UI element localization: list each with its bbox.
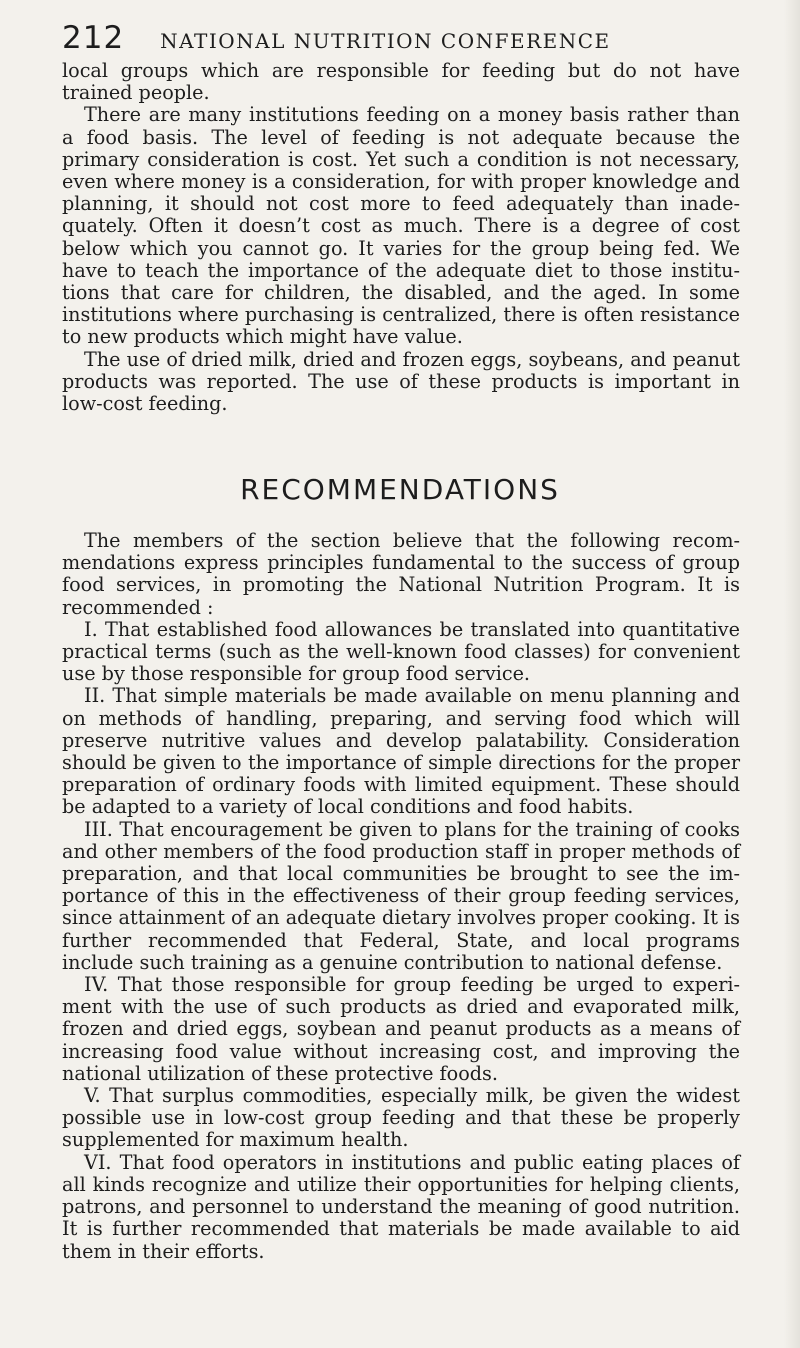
recommendation-item: IV. That those responsible for group feeding be urged to experi-ment with the use of such products as dried and evaporated milk, frozen and dried eggs, soybean and peanut products as a means of increasing food value without increasing cost, and improving the national utilization of these protective foods.	[62, 973, 740, 1085]
running-title: NATIONAL NUTRITION CONFERENCE	[160, 29, 611, 53]
page-edge-shadow	[784, 0, 800, 1348]
recommendations-lead: The members of the section believe that the following recom-mendations express principles fundamental to the success of group food services, in promoting the National Nutrition Program. It is recommended :	[62, 529, 740, 619]
recommendation-item: V. That surplus commodities, especially milk, be given the widest possible use in low-cost group feeding and that these be properly supplemented for maximum health.	[62, 1084, 740, 1152]
recommendation-item: I. That established food allowances be translated into quantitative practical terms (such as the well-known food classes) for convenient use by those responsible for group food service.	[62, 617, 740, 686]
section-heading: RECOMMENDATIONS	[240, 473, 560, 506]
intro-text	[62, 60, 740, 415]
page-number: 212	[62, 20, 125, 56]
running-header	[62, 20, 738, 60]
paragraph-continuation: local groups which are responsible for feeding but do not have trained people.	[62, 59, 740, 105]
recommendation-item: III. That encouragement be given to plans for the training of cooks and other members of the food production staff in proper methods of preparation, and that local communities be brought to see the im-portance of this in the effectiveness of their group feeding services, since attainment of an adequate dietary involves proper cooking. It is further recommended that Federal, State, and local programs include such training as a genuine contribution to national defense.	[62, 817, 740, 974]
recommendation-item: II. That simple materials be made available on menu planning and on methods of handling, preparing, and serving food which will preserve nutritive values and develop palatability. Consideration should be given to the importance of simple directions for the proper preparation of ordinary foods with limited equipment. These should be adapted to a variety of local conditions and food habits.	[62, 684, 740, 819]
paragraph-institutions: There are many institutions feeding on a money basis rather than a food basis. The level of feeding is not adequate because the primary consideration is cost. Yet such a condition is not necessary, even where money is a consideration, for with proper knowledge and planning, it should not cost more to feed adequately than inade-quately. Often it doesn’t cost as much. There is a degree of cost below which you cannot go. It varies for the group being fed. We have to teach the importance of the adequate diet to those institu-tions that care for children, the disabled, and the aged. In some institutions where purchasing is centralized, there is often resistance to new products which might have value.	[62, 103, 740, 349]
recommendation-item: VI. That food operators in institutions and public eating places of all kinds recognize and utilize their opportunities for helping clients, patrons, and personnel to understand the meaning of good nutrition. It is further recommended that materials be made available to aid them in their efforts.	[62, 1150, 740, 1263]
paragraph-products: The use of dried milk, dried and frozen eggs, soybeans, and peanut products was reported. The use of these products is important in low-cost feeding.	[62, 347, 740, 416]
recommendations-text	[62, 530, 740, 1263]
